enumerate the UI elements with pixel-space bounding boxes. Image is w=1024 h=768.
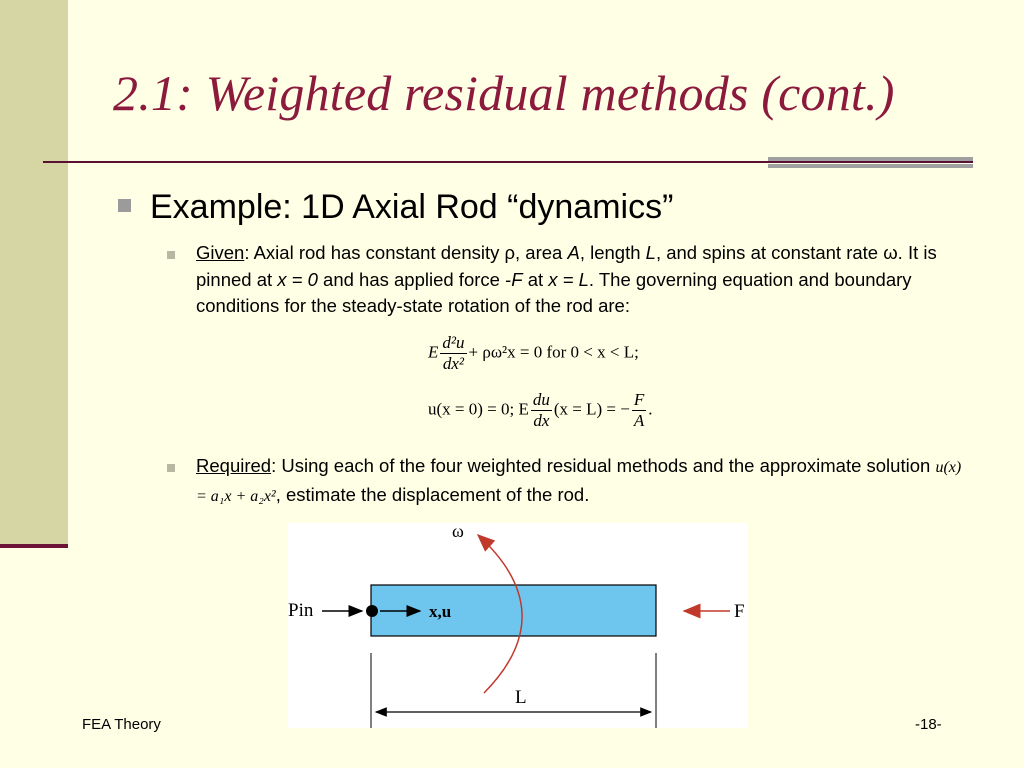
eq1-fraction (440, 333, 466, 374)
length-label: L (515, 687, 527, 708)
given-text-1: : Axial rod has constant density ρ, area (244, 242, 568, 263)
eq1-modulus: E (428, 342, 439, 362)
given-text-2: , length (579, 242, 646, 263)
axis-label: x,u (429, 602, 452, 621)
rod-diagram (288, 523, 748, 728)
eq2-numerator: du (532, 390, 550, 409)
given-label: Given (196, 242, 245, 263)
given-x0: x = 0 (277, 268, 318, 290)
given-text-5: at (522, 268, 549, 290)
eq1-numerator: d²u (442, 333, 465, 352)
eq1-rest: + ρω²x = 0 for 0 < x < L; (468, 342, 639, 362)
required-text-1: : Using each of the four weighted residual methods and the approximate solution (271, 455, 936, 476)
eq2-end: . (648, 399, 653, 419)
left-decor-band (0, 0, 68, 548)
required-label: Required (196, 455, 272, 476)
eq2-mid: (x = L) = − (553, 399, 630, 419)
given-area: A (567, 242, 580, 263)
eq2-lead: u(x = 0) = 0; E (428, 399, 529, 419)
given-text-6: . The governing equation and boundary conditions for the steady-state rotation of the rod are: (196, 268, 912, 316)
slide-title: 2.1: Weighted residual methods (cont.) (113, 65, 895, 121)
given-text-4: and has applied force - (317, 268, 512, 290)
sub-bullet-icon (167, 251, 175, 259)
eq2-numerator-2: F (633, 390, 645, 409)
pin-point (366, 605, 378, 617)
bullet-square-icon (118, 199, 131, 212)
governing-equation (428, 333, 639, 374)
page-number: -18- (915, 716, 942, 733)
eq2-denominator: dx (533, 411, 550, 430)
required-text-2: , estimate the displacement of the rod. (275, 483, 590, 505)
sub-bullet-icon (167, 464, 175, 472)
left-decor-line (0, 544, 68, 548)
eq2-fraction-2 (632, 390, 646, 431)
given-text-3: , and spins at constant rate ω. It is pinned at (196, 242, 937, 290)
omega-label: ω (452, 523, 464, 541)
pin-label: Pin (288, 600, 314, 621)
given-paragraph (196, 240, 966, 320)
given-length: L (645, 242, 656, 263)
title-divider-bars (768, 157, 973, 171)
eq2-fraction (531, 390, 552, 431)
approx-solution: u(x) = a₁x + a₂x² (196, 459, 962, 505)
required-paragraph (196, 453, 966, 510)
boundary-conditions (428, 390, 652, 431)
given-force: F (511, 268, 523, 290)
bullet-example: Example: 1D Axial Rod “dynamics” (150, 188, 674, 226)
eq1-denominator: dx² (442, 354, 465, 373)
force-label: F (734, 601, 745, 622)
given-xL: x = L (548, 268, 589, 290)
eq2-denominator-2: A (633, 411, 645, 430)
footer-course: FEA Theory (82, 716, 161, 733)
rod-diagram-svg (288, 523, 748, 728)
